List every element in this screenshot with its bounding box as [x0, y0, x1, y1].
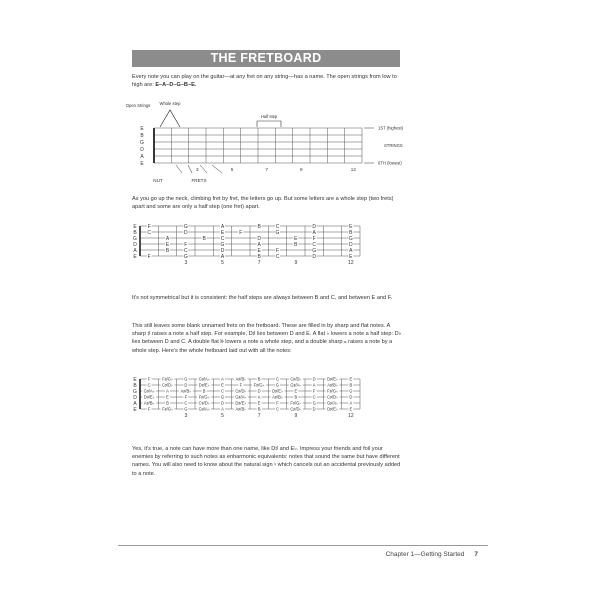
fret-arrow — [200, 165, 207, 173]
string-letter: E — [133, 223, 137, 230]
note-label: C — [147, 229, 151, 236]
note-label: B — [349, 382, 353, 388]
whole-step-bracket — [160, 110, 180, 127]
note-label: E — [220, 229, 225, 236]
string-letter: E — [133, 253, 137, 260]
string-letter: B — [133, 382, 137, 389]
string-letter: D — [133, 394, 137, 401]
half-step-label: Half step — [260, 114, 278, 119]
note-label: A — [221, 376, 224, 382]
fret-number: 7 — [265, 167, 268, 172]
fretboard-diagram — [122, 98, 422, 188]
note-label: E — [166, 394, 169, 400]
note-label: C — [312, 394, 316, 400]
note-label: F — [147, 406, 151, 412]
fret-number: 5 — [221, 260, 224, 266]
fret-number: 9 — [300, 167, 303, 172]
note-label: D — [312, 223, 316, 230]
note-label: F♯/G♭ — [290, 400, 302, 406]
note-label: B — [257, 253, 261, 260]
note-label: C — [276, 406, 279, 412]
page-number: 7 — [474, 551, 478, 558]
note-label: D♯/E♭ — [235, 400, 247, 406]
note-label: E — [349, 376, 353, 382]
note-label: A — [221, 406, 224, 412]
note-label: F — [312, 235, 316, 242]
note-label: A♯/B♭ — [235, 406, 247, 412]
note-label: C — [275, 253, 280, 260]
note-label: E — [257, 400, 261, 406]
note-label: C — [184, 247, 188, 254]
page-footer — [386, 551, 478, 558]
note-label: B — [202, 388, 206, 394]
note-label: A — [349, 400, 353, 406]
strings-label: STRINGS — [384, 143, 403, 149]
note-label: A♯/B♭ — [235, 376, 247, 382]
note-label: F♯/G♭ — [162, 406, 173, 412]
note-label: C — [184, 400, 188, 406]
string-letter: E — [133, 376, 137, 383]
note-label: E — [294, 235, 298, 242]
note-label: F — [184, 394, 188, 400]
note-label: A — [312, 229, 316, 236]
note-label: A♯/B♭ — [327, 382, 338, 388]
string-letter: D — [133, 241, 137, 248]
note-label: C♯/D♭ — [326, 394, 339, 400]
note-label: E — [257, 247, 261, 254]
note-label: G — [183, 223, 188, 230]
note-label: G — [312, 247, 317, 254]
note-label: C — [221, 388, 224, 394]
note-label: A — [165, 235, 170, 242]
open-strings-sequence: E–A–D–G–B–E. — [155, 82, 197, 89]
fret-number: 5 — [230, 167, 234, 172]
note-label: G♯/A♭ — [235, 394, 247, 400]
intro-paragraph — [132, 73, 402, 89]
note-label: D♯/E♭ — [327, 376, 338, 382]
fret-number: 5 — [221, 413, 224, 419]
note-label: C♯/D♭ — [290, 376, 302, 382]
note-label: B — [166, 400, 169, 406]
note-label: A — [166, 388, 169, 394]
note-label: F — [239, 382, 243, 388]
note-label: B — [165, 247, 170, 254]
note-label: C — [220, 235, 225, 242]
note-label: B — [257, 376, 261, 382]
note-label: A — [349, 247, 353, 254]
fret-number: 9 — [294, 260, 298, 266]
note-label: C♯/D♭ — [290, 406, 302, 412]
fret-arrow — [176, 165, 182, 173]
note-label: G — [183, 253, 188, 260]
fret-number: 12 — [350, 167, 356, 172]
note-label: F — [275, 247, 280, 254]
note-label: F♯/G♭ — [198, 394, 210, 400]
nut-label: NUT — [153, 178, 163, 183]
note-label: D — [312, 376, 316, 382]
note-label: B — [294, 394, 298, 400]
note-label: E — [221, 382, 224, 388]
note-label: G — [312, 400, 316, 406]
note-label: D♯/E♭ — [272, 388, 283, 394]
note-label: F♯/G♭ — [162, 376, 173, 382]
note-label: C — [147, 382, 151, 388]
note-label: D — [257, 235, 261, 242]
fret-number: 12 — [348, 413, 354, 419]
string-letter: G — [133, 388, 137, 395]
note-label: F — [312, 388, 316, 394]
fret-number: 3 — [196, 167, 199, 172]
note-label: D — [349, 394, 353, 400]
note-label: F — [147, 253, 151, 260]
open-strings-label: Open Strings — [125, 103, 151, 108]
string-letter: E — [140, 160, 144, 167]
fret-number: 7 — [257, 413, 261, 419]
note-label: B — [202, 235, 206, 242]
fret-number: 12 — [348, 260, 354, 266]
chapter-title: Chapter 1—Getting Started — [385, 551, 465, 558]
note-label: E — [294, 388, 298, 394]
note-label: G♯/A♭ — [326, 400, 339, 406]
note-label: E — [349, 253, 353, 260]
note-label: G♯/A♭ — [198, 406, 210, 412]
frets-label: FRETS — [191, 178, 207, 183]
string-letter: A — [133, 247, 137, 254]
note-label: A♯/B♭ — [180, 388, 192, 394]
fret-number: 7 — [257, 260, 261, 266]
note-label: C♯/D♭ — [161, 382, 174, 388]
note-label: A♯/B♭ — [272, 394, 283, 400]
note-label: D — [312, 253, 316, 260]
footer-rule — [118, 545, 488, 546]
fret-arrow — [188, 165, 192, 173]
note-label: E — [349, 406, 353, 412]
note-label: A♯/B♭ — [143, 400, 155, 406]
note-label: D — [184, 229, 188, 236]
note-label: C♯/D♭ — [198, 400, 210, 406]
note-label: A — [220, 253, 225, 260]
whole-step-label: Whole step — [159, 101, 181, 106]
note-label: G — [184, 406, 188, 412]
note-label: F — [184, 241, 188, 248]
note-label: D — [220, 247, 225, 254]
note-label: D — [349, 241, 353, 248]
note-label: D♯/E♭ — [143, 394, 155, 400]
enharmonic-paragraph: Yes, it's true, a note can have more than one name, like D♯ and E♭. Impress your friends and foil your enemies by referring to such notes as enharmonic equivalents: notes that sound the same but have different names. You will also need to know about the natural sign ♮ which cancels out an accidental previously added to a note. — [132, 446, 401, 477]
note-label: B — [257, 406, 261, 412]
note-label: E — [165, 241, 170, 248]
string-letter: E — [133, 406, 137, 413]
note-label: G — [220, 241, 225, 248]
first-string-label: 1ST (highest) — [378, 125, 404, 131]
note-label: D — [184, 382, 188, 388]
string-letter: G — [140, 139, 144, 146]
chromatic-fretboard — [126, 373, 366, 433]
string-letter: A — [140, 153, 144, 160]
sixth-string-label: 6TH (lowest) — [378, 160, 402, 166]
note-label: G — [220, 394, 225, 400]
note-label: A — [257, 394, 261, 400]
note-label: G — [349, 388, 353, 394]
note-label: G♯/A♭ — [290, 382, 302, 388]
note-label: D♯/E♭ — [327, 406, 338, 412]
note-label: G — [348, 235, 353, 242]
fret-arrow — [212, 165, 222, 173]
note-label: B — [349, 229, 353, 236]
string-letter: B — [133, 229, 137, 236]
note-label: D♯/E♭ — [198, 382, 210, 388]
note-label: C — [276, 376, 279, 382]
note-label: F — [239, 229, 243, 236]
half-steps-paragraph: It's not symmetrical but it is consistent: the half steps are always between B and C, and between E and F. — [132, 295, 393, 301]
accidentals-paragraph: This still leaves some blank unnamed frets on the fretboard. These are filled in by sharp and flat notes. A sharp ♯ raises a note a half step. For example, D♯ lies between D and E. A flat ♭ lowers a note a half step: D♭ lies between D and C. A double flat 𝄫 lowers a note a whole step, and a double sharp 𝄪 raises a note by a whole step. Here's the whole fretboard laid out with all the notes: — [132, 323, 402, 354]
string-letter: D — [140, 146, 144, 153]
note-label: C — [312, 241, 316, 248]
note-label: B — [294, 241, 298, 248]
book-page — [118, 40, 488, 575]
half-step-bracket — [257, 121, 281, 127]
section-title: THE FRETBOARD — [132, 50, 400, 67]
string-letter: G — [133, 235, 137, 242]
string-letter: A — [133, 400, 137, 407]
note-label: B — [257, 223, 261, 230]
note-label: D — [312, 406, 316, 412]
note-label: G — [275, 229, 280, 236]
intro-text: Every note you can play on the guitar—at any fret on any string—has a name. The open strings from low to high are: — [132, 74, 397, 89]
note-label: G♯/A♭ — [143, 388, 155, 394]
note-label: A — [257, 241, 261, 248]
note-label: A — [220, 223, 225, 230]
note-label: D — [221, 400, 224, 406]
fret-number: 3 — [184, 260, 188, 266]
note-label: F — [147, 223, 151, 230]
note-label: D — [257, 388, 261, 394]
natural-notes-fretboard — [126, 220, 366, 280]
string-letter: B — [140, 132, 144, 139]
note-label: F♯/G♭ — [253, 382, 265, 388]
note-label: F♯/G♭ — [327, 388, 338, 394]
note-label: F — [276, 400, 279, 406]
note-label: G♯/A♭ — [198, 376, 210, 382]
note-label: G — [184, 376, 188, 382]
note-label: A — [312, 382, 316, 388]
note-label: E — [349, 223, 353, 230]
fret-number: 9 — [294, 413, 298, 419]
steps-paragraph: As you go up the neck, climbing fret by fret, the letters go up. But some letters are a whole step (two frets) apart and some are only a half step (one fret) apart. — [132, 196, 394, 211]
note-label: F — [147, 376, 151, 382]
note-label: G — [275, 382, 280, 388]
note-label: C — [275, 223, 280, 230]
note-label: C♯/D♭ — [235, 388, 247, 394]
fret-number: 3 — [184, 413, 188, 419]
string-letter: E — [140, 125, 144, 132]
